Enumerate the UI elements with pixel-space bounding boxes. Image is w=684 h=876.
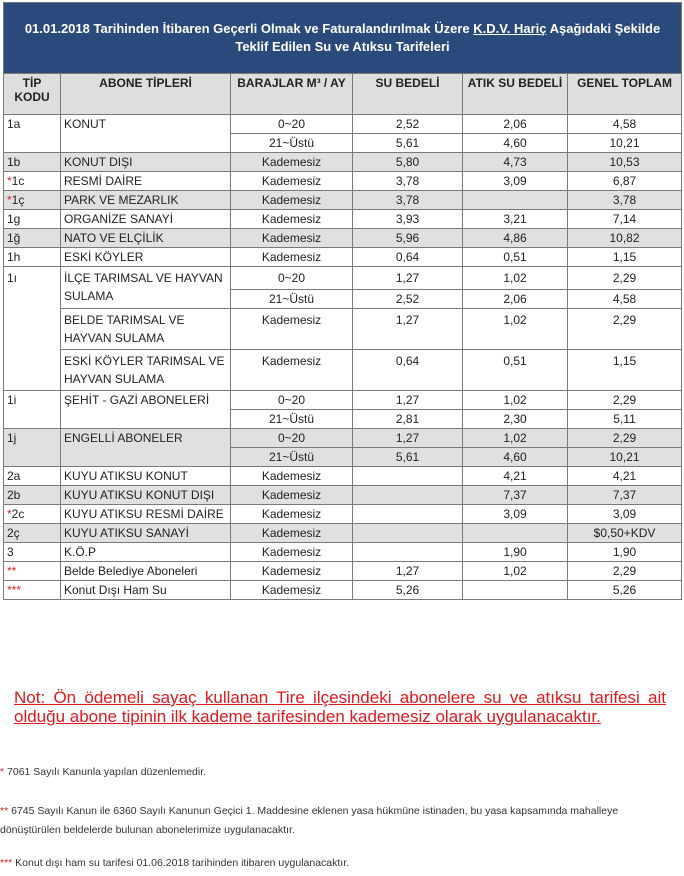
table-row: 3 K.Ö.P Kademesiz 1,90 1,90 bbox=[4, 543, 682, 562]
table-row: *1ç PARK VE MEZARLIK Kademesiz 3,78 3,78 bbox=[4, 191, 682, 210]
header-atik: ATIK SU BEDELİ bbox=[463, 74, 568, 115]
table-row: 1ı İLÇE TARIMSAL VE HAYVAN SULAMA 0~20 1,27 1,02 2,29 bbox=[4, 267, 682, 290]
header-type: ABONE TİPLERİ bbox=[61, 74, 231, 115]
table-row: 1i ŞEHİT - GAZİ ABONELERİ 0~20 1,27 1,02 2,29 bbox=[4, 391, 682, 410]
table-title: 01.01.2018 Tarihinden İtibaren Geçerli Olmak ve Faturalandırılmak Üzere K.D.V. Hariç Aşağıdaki Şekilde Teklif Edilen Su ve Atıksu Tarifeleri bbox=[4, 3, 682, 74]
table-row: 21~Üstü 2,81 2,30 5,11 bbox=[4, 410, 682, 429]
footnote-3: *** Konut dışı ham su tarifesi 01.06.2018 tarihinden itibaren uygulanacaktır. bbox=[0, 857, 350, 869]
table-row: 2b KUYU ATIKSU KONUT DIŞI Kademesiz 7,37 7,37 bbox=[4, 486, 682, 505]
prepaid-meter-note: Not: Ön ödemeli sayaç kullanan Tire ilçesindeki abonelere su ve atıksu tarifesi ait olduğu abone tipinin ilk kademe tarifesinden kademesiz olarak uygulanacaktır. bbox=[14, 688, 666, 726]
header-row bbox=[4, 74, 682, 115]
header-code: TİP KODU bbox=[4, 74, 61, 115]
header-baraj: BARAJLAR M³ / AY bbox=[231, 74, 353, 115]
table-row: ** Belde Belediye Aboneleri Kademesiz 1,27 1,02 2,29 bbox=[4, 562, 682, 581]
table-row: 1g ORGANİZE SANAYİ Kademesiz 3,93 3,21 7,14 bbox=[4, 210, 682, 229]
tariff-table-wrapper bbox=[3, 2, 681, 600]
table-row: ESKİ KÖYLER TARIMSAL VE HAYVAN SULAMA Kademesiz 0,64 0,51 1,15 bbox=[4, 350, 682, 391]
table-row: 1a KONUT 0~20 2,52 2,06 4,58 bbox=[4, 115, 682, 134]
table-row: 21~Üstü 5,61 4,60 10,21 bbox=[4, 134, 682, 153]
table-row: 1h ESKİ KÖYLER Kademesiz 0,64 0,51 1,15 bbox=[4, 248, 682, 267]
table-row: *1c RESMİ DAİRE Kademesiz 3,78 3,09 6,87 bbox=[4, 172, 682, 191]
table-row: 21~Üstü 5,61 4,60 10,21 bbox=[4, 448, 682, 467]
table-row: 1j ENGELLİ ABONELER 0~20 1,27 1,02 2,29 bbox=[4, 429, 682, 448]
table-row: 21~Üstü 2,52 2,06 4,58 bbox=[4, 290, 682, 309]
table-row: *** Konut Dışı Ham Su Kademesiz 5,26 5,26 bbox=[4, 581, 682, 600]
table-row: BELDE TARIMSAL VE HAYVAN SULAMA Kademesiz 1,27 1,02 2,29 bbox=[4, 309, 682, 350]
footnote-2: ** 6745 Sayılı Kanun ile 6360 Sayılı Kanunun Geçici 1. Maddesine eklenen yasa hükmüne istinaden, bu yasa kapsamında mahalleye dönüştürülen beldelerde bulunan abonelerimize uygulanacaktır. bbox=[0, 805, 619, 836]
table-row: *2c KUYU ATIKSU RESMİ DAİRE Kademesiz 3,09 3,09 bbox=[4, 505, 682, 524]
table-row: 1ğ NATO VE ELÇİLİK Kademesiz 5,96 4,86 10,82 bbox=[4, 229, 682, 248]
table-row: 2ç KUYU ATIKSU SANAYİ Kademesiz $0,50+KDV bbox=[4, 524, 682, 543]
header-total: GENEL TOPLAM bbox=[568, 74, 682, 115]
table-row: 2a KUYU ATIKSU KONUT Kademesiz 4,21 4,21 bbox=[4, 467, 682, 486]
tariff-table bbox=[3, 2, 682, 600]
kdv-haric-label: K.D.V. Hariç bbox=[473, 21, 547, 36]
header-su: SU BEDELİ bbox=[353, 74, 463, 115]
footnote-1: * 7061 Sayılı Kanunla yapılan düzenlemedir. bbox=[0, 766, 207, 778]
table-row: 1b KONUT DIŞI Kademesiz 5,80 4,73 10,53 bbox=[4, 153, 682, 172]
